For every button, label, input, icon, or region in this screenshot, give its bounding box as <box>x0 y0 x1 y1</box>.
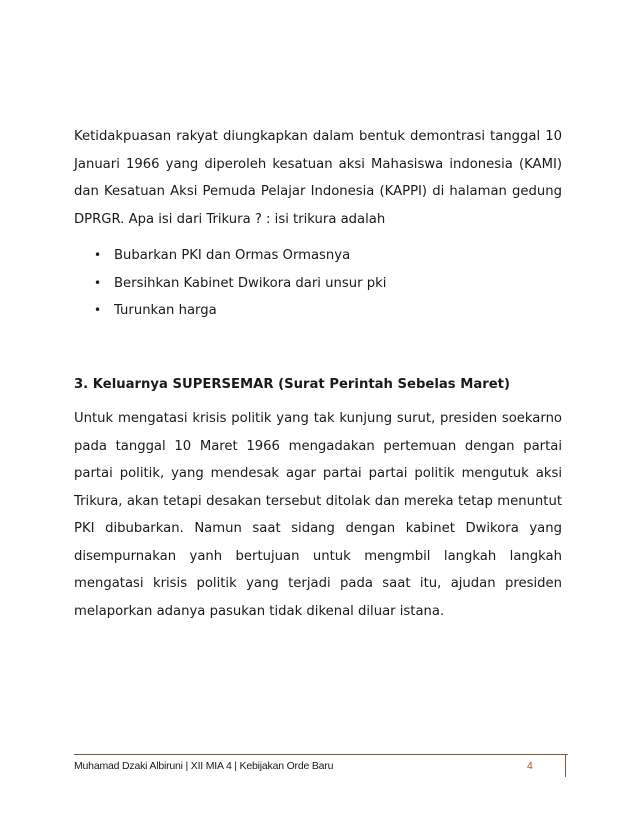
section-heading: 3. Keluarnya SUPERSEMAR (Surat Perintah Sebelas Maret) <box>74 377 511 392</box>
footer-text: Muhamad Dzaki Albiruni | XII MIA 4 | Kebijakan Orde Baru <box>74 760 334 772</box>
list-item: • Bubarkan PKI dan Ormas Ormasnya <box>94 242 386 270</box>
list-item: • Turunkan harga <box>94 297 386 325</box>
list-item: • Bersihkan Kabinet Dwikora dari unsur pki <box>94 270 386 298</box>
page-footer <box>74 754 568 779</box>
paragraph-trikura-intro: Ketidakpuasan rakyat diungkapkan dalam bentuk demontrasi tanggal 10 Januari 1966 yang diperoleh kesatuan aksi Mahasiswa indonesia (KAMI) dan Kesatuan Aksi Pemuda Pelajar Indonesia (KAPPI) di halaman gedung DPRGR. Apa isi dari Trikura ? : isi trikura adalah <box>74 129 562 227</box>
page-number-box <box>521 755 566 777</box>
page-number: 4 <box>527 760 533 772</box>
paragraph-supersemar: Untuk mengatasi krisis politik yang tak kunjung surut, presiden soekarno pada tanggal 10 Maret 1966 mengadakan pertemuan dengan partai partai politik, yang mendesak agar partai partai politik mengutuk aksi Trikura, akan tetapi desakan tersebut ditolak dan mereka tetap menuntut PKI dibubarkan. Namun saat sidang dengan kabinet Dwikora yang disempurnakan yanh bertujuan untuk mengmbil langkah langkah mengatasi krisis politik yang terjadi pada saat itu, ajudan presiden melaporkan adanya pasukan tidak dikenal diluar istana. <box>74 411 562 619</box>
trikura-list <box>94 242 386 325</box>
